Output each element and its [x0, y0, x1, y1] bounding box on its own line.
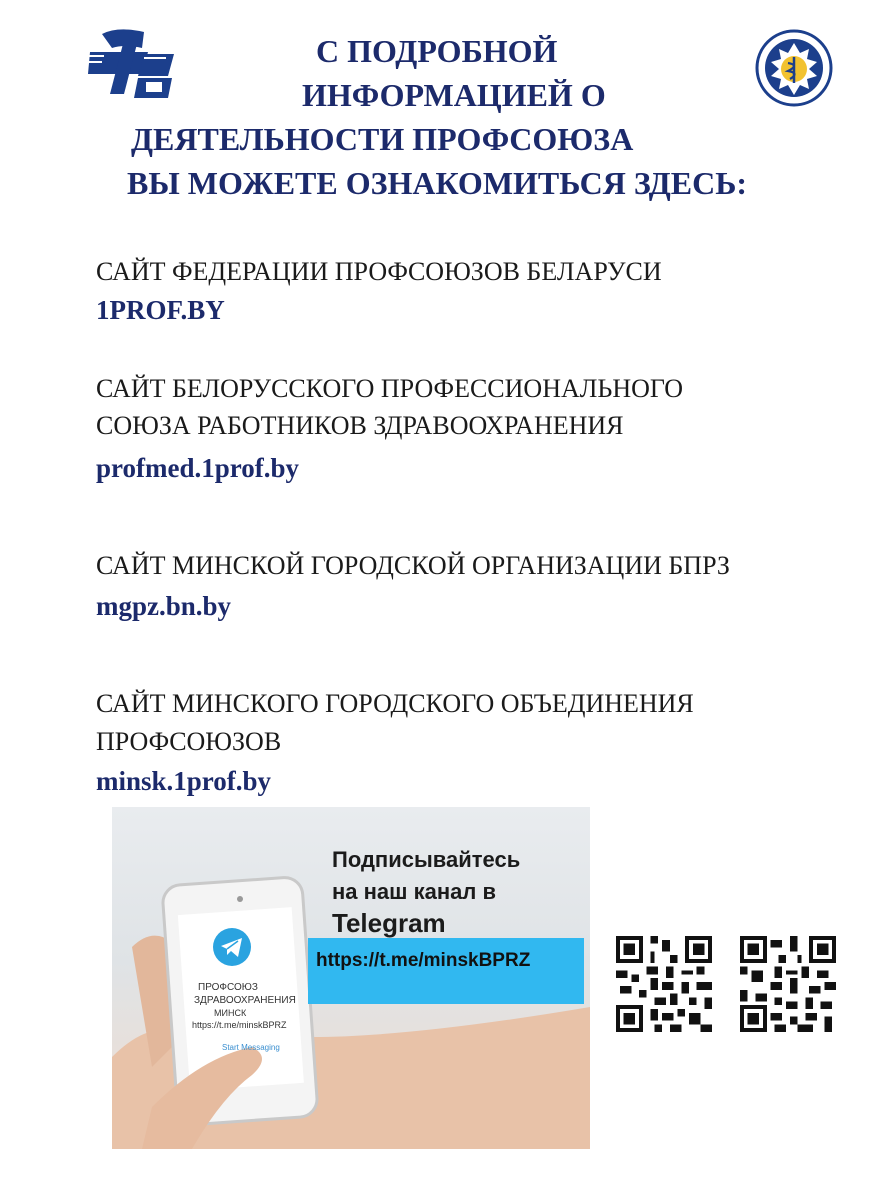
section-1-link[interactable]: 1PROF.BY: [96, 295, 225, 325]
section-4-label-line-2: ПРОФСОЮЗОВ: [96, 727, 282, 756]
section-3-label: САЙТ МИНСКОЙ ГОРОДСКОЙ ОРГАНИЗАЦИИ БПРЗ: [96, 551, 730, 580]
qr-code-2-icon[interactable]: [740, 936, 836, 1032]
phone-screen-line-1: ПРОФСОЮЗ: [198, 982, 258, 993]
heading-line-4: ВЫ МОЖЕТЕ ОЗНАКОМИТЬСЯ ЗДЕСЬ:: [127, 165, 748, 201]
qr-code-1-icon[interactable]: [616, 936, 712, 1032]
telegram-icon: [212, 927, 252, 967]
section-4-label-line-1: САЙТ МИНСКОГО ГОРОДСКОГО ОБЪЕДИНЕНИЯ: [96, 689, 694, 718]
section-1-label: САЙТ ФЕДЕРАЦИИ ПРОФСОЮЗОВ БЕЛАРУСИ: [96, 257, 662, 286]
telegram-promo-banner[interactable]: [112, 807, 590, 1149]
phone-screen-line-3: МИНСК: [214, 1008, 247, 1018]
fpb-logo-icon: [84, 26, 180, 100]
section-2-link[interactable]: profmed.1prof.by: [96, 453, 300, 483]
start-messaging-button: Start Messaging: [222, 1043, 280, 1052]
section-4-link[interactable]: minsk.1prof.by: [96, 766, 272, 796]
heading-line-1: С ПОДРОБНОЙ: [316, 33, 558, 69]
promo-line-1: Подписывайтесь: [332, 847, 521, 872]
heading-line-3: ДЕЯТЕЛЬНОСТИ ПРОФСОЮЗА: [131, 121, 634, 157]
telegram-link[interactable]: https://t.me/minskBPRZ: [316, 950, 531, 971]
phone-screen-line-2: ЗДРАВООХРАНЕНИЯ: [194, 995, 296, 1006]
section-3-link[interactable]: mgpz.bn.by: [96, 591, 232, 621]
telegram-link-box[interactable]: [308, 938, 584, 1004]
medical-union-emblem-icon: [755, 29, 833, 107]
section-2-label-line-1: САЙТ БЕЛОРУССКОГО ПРОФЕССИОНАЛЬНОГО: [96, 374, 684, 403]
promo-line-2: на наш канал в: [332, 879, 496, 904]
heading-line-2: ИНФОРМАЦИЕЙ О: [302, 77, 606, 113]
phone-screen-line-4: https://t.me/minskBPRZ: [192, 1020, 287, 1030]
section-2-label-line-2: СОЮЗА РАБОТНИКОВ ЗДРАВООХРАНЕНИЯ: [96, 411, 624, 440]
promo-line-3: Telegram: [332, 908, 446, 938]
